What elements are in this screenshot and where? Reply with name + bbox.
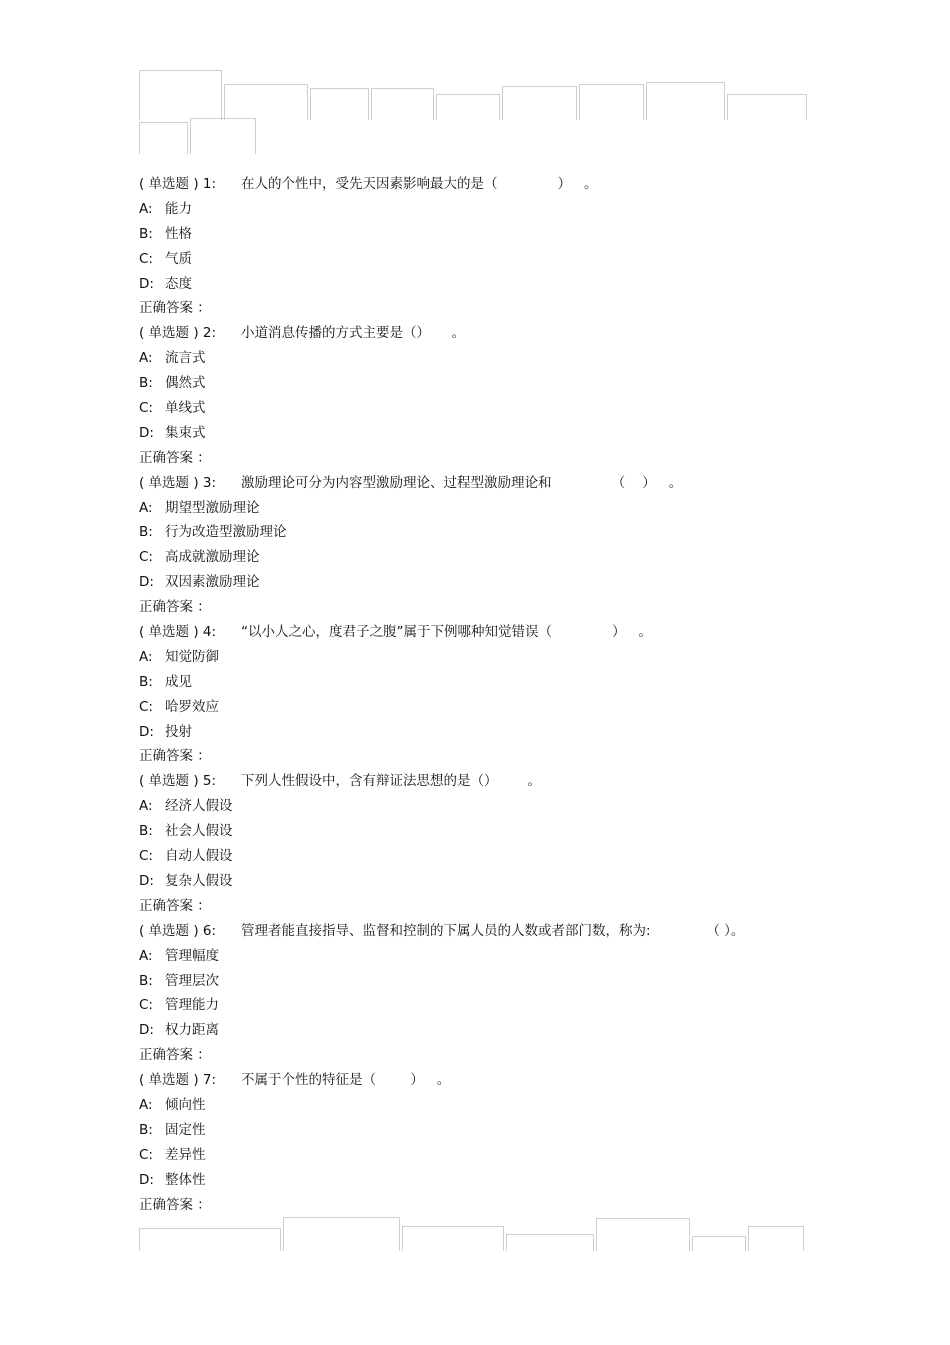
- option-text: 集束式: [165, 424, 206, 441]
- option-b: [139, 520, 839, 545]
- header-deco-box: [139, 70, 222, 120]
- question-text: 管理者能直接指导、监督和控制的下属人员的人数或者部门数，称为: （ ）。: [241, 922, 745, 939]
- option-c: [139, 993, 839, 1018]
- option-text: 成见: [165, 673, 192, 690]
- option-d: [139, 869, 839, 894]
- option-text: 整体性: [165, 1171, 206, 1188]
- option-d: [139, 421, 839, 446]
- option-letter: B:: [139, 375, 153, 392]
- answer-label: 正确答案 ：: [139, 1047, 211, 1064]
- option-a: [139, 1093, 839, 1118]
- question-stem: [139, 172, 839, 197]
- option-letter: C:: [139, 549, 153, 566]
- question-block-5: [139, 769, 839, 918]
- question-text: 下列人性假设中，含有辩证法思想的是（） 。: [241, 773, 542, 790]
- option-letter: C:: [139, 997, 153, 1014]
- question-list: [139, 172, 839, 1217]
- header-deco-box: [190, 118, 256, 154]
- option-text: 倾向性: [165, 1096, 206, 1113]
- footer-deco-box: [748, 1226, 804, 1251]
- header-deco-box: [727, 94, 807, 120]
- option-text: 差异性: [165, 1146, 206, 1163]
- option-letter: C:: [139, 1146, 153, 1163]
- question-tag: ( 单选题 ) 5:: [139, 773, 217, 790]
- option-text: 固定性: [165, 1121, 206, 1138]
- question-block-2: [139, 321, 839, 470]
- option-c: [139, 844, 839, 869]
- option-text: 行为改造型激励理论: [165, 524, 287, 541]
- answer-label: 正确答案 ：: [139, 897, 211, 914]
- question-block-6: [139, 919, 839, 1068]
- option-text: 知觉防御: [165, 648, 219, 665]
- option-c: [139, 396, 839, 421]
- option-text: 权力距离: [165, 1022, 219, 1039]
- option-a: [139, 346, 839, 371]
- option-letter: B:: [139, 972, 153, 989]
- option-letter: D:: [139, 275, 154, 292]
- question-block-3: [139, 471, 839, 620]
- header-deco-box: [502, 86, 577, 120]
- header-deco-box: [646, 82, 725, 120]
- option-text: 经济人假设: [165, 798, 233, 815]
- footer-deco-box: [596, 1218, 690, 1251]
- option-letter: A:: [139, 648, 153, 665]
- answer-label: 正确答案 ：: [139, 449, 211, 466]
- option-letter: C:: [139, 400, 153, 417]
- option-letter: B:: [139, 823, 153, 840]
- option-letter: A:: [139, 350, 153, 367]
- footer-deco-box: [139, 1228, 281, 1251]
- question-text: 不属于个性的特征是（ ） 。: [241, 1072, 451, 1089]
- answer-label: 正确答案 ：: [139, 300, 211, 317]
- option-b: [139, 819, 839, 844]
- option-letter: C:: [139, 698, 153, 715]
- option-c: [139, 1143, 839, 1168]
- option-letter: A:: [139, 947, 153, 964]
- question-stem: [139, 471, 839, 496]
- option-text: 高成就激励理论: [165, 549, 260, 566]
- question-tag: ( 单选题 ) 2:: [139, 325, 217, 342]
- option-letter: D:: [139, 723, 154, 740]
- option-text: 社会人假设: [165, 823, 233, 840]
- option-text: 态度: [165, 275, 192, 292]
- question-stem: [139, 620, 839, 645]
- answer-label: 正确答案 ：: [139, 599, 211, 616]
- option-text: 自动人假设: [165, 848, 233, 865]
- option-a: [139, 794, 839, 819]
- option-letter: D:: [139, 1171, 154, 1188]
- option-d: [139, 570, 839, 595]
- header-deco-box: [436, 94, 500, 120]
- question-tag: ( 单选题 ) 6:: [139, 922, 217, 939]
- question-stem: [139, 321, 839, 346]
- option-text: 管理能力: [165, 997, 219, 1014]
- question-text: 激励理论可分为内容型激励理论、过程型激励理论和 （ ） 。: [241, 474, 683, 491]
- option-d: [139, 1168, 839, 1193]
- question-tag: ( 单选题 ) 3:: [139, 474, 217, 491]
- question-tag: ( 单选题 ) 4:: [139, 624, 217, 641]
- option-text: 性格: [165, 225, 192, 242]
- question-text: “以小人之心，度君子之腹”属于下例哪种知觉错误（ ） 。: [241, 624, 652, 641]
- question-text: 小道消息传播的方式主要是（） 。: [241, 325, 465, 342]
- option-letter: A:: [139, 499, 153, 516]
- option-text: 管理层次: [165, 972, 219, 989]
- question-stem: [139, 769, 839, 794]
- question-block-7: [139, 1068, 839, 1217]
- option-letter: A:: [139, 798, 153, 815]
- option-letter: A:: [139, 1096, 153, 1113]
- option-text: 气质: [165, 250, 192, 267]
- question-stem: [139, 919, 839, 944]
- option-letter: D:: [139, 872, 154, 889]
- option-c: [139, 695, 839, 720]
- option-a: [139, 197, 839, 222]
- option-text: 期望型激励理论: [165, 499, 260, 516]
- option-a: [139, 496, 839, 521]
- option-text: 单线式: [165, 400, 206, 417]
- option-letter: C:: [139, 848, 153, 865]
- option-text: 双因素激励理论: [165, 574, 260, 591]
- option-a: [139, 944, 839, 969]
- option-b: [139, 1118, 839, 1143]
- option-a: [139, 645, 839, 670]
- option-letter: D:: [139, 1022, 154, 1039]
- option-text: 流言式: [165, 350, 206, 367]
- answer-label: 正确答案 ：: [139, 1196, 211, 1213]
- footer-deco-box: [692, 1236, 746, 1251]
- option-text: 哈罗效应: [165, 698, 219, 715]
- option-letter: B:: [139, 673, 153, 690]
- answer-label: 正确答案 ：: [139, 748, 211, 765]
- option-text: 管理幅度: [165, 947, 219, 964]
- option-d: [139, 1018, 839, 1043]
- option-text: 能力: [165, 200, 192, 217]
- option-b: [139, 969, 839, 994]
- option-text: 投射: [165, 723, 192, 740]
- option-c: [139, 247, 839, 272]
- header-deco-box: [579, 84, 644, 120]
- option-letter: B:: [139, 524, 153, 541]
- option-letter: B:: [139, 225, 153, 242]
- option-letter: B:: [139, 1121, 153, 1138]
- option-b: [139, 670, 839, 695]
- header-deco-box: [224, 84, 308, 120]
- footer-deco-box: [283, 1217, 400, 1251]
- option-b: [139, 371, 839, 396]
- footer-deco-box: [506, 1234, 594, 1251]
- question-text: 在人的个性中，受先天因素影响最大的是（ ） 。: [241, 176, 598, 192]
- question-block-4: [139, 620, 839, 769]
- question-stem: [139, 1068, 839, 1093]
- option-letter: D:: [139, 574, 154, 591]
- header-deco-box: [371, 88, 434, 120]
- option-d: [139, 272, 839, 297]
- option-text: 偶然式: [165, 375, 206, 392]
- option-d: [139, 720, 839, 745]
- option-letter: D:: [139, 424, 154, 441]
- header-deco-box: [310, 88, 369, 120]
- footer-deco-box: [402, 1226, 504, 1251]
- option-text: 复杂人假设: [165, 872, 233, 889]
- header-deco-box: [139, 122, 188, 154]
- option-c: [139, 545, 839, 570]
- question-block-1: [139, 172, 839, 321]
- question-tag: ( 单选题 ) 1:: [139, 176, 217, 192]
- option-letter: A:: [139, 200, 153, 217]
- option-letter: C:: [139, 250, 153, 267]
- question-tag: ( 单选题 ) 7:: [139, 1072, 217, 1089]
- option-b: [139, 222, 839, 247]
